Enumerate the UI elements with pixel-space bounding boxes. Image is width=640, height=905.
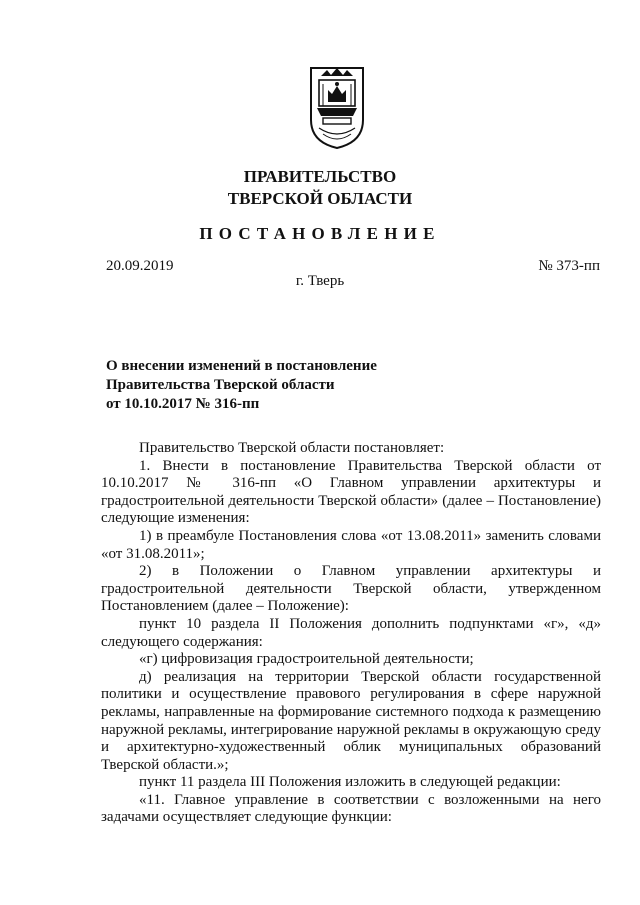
document-subject xyxy=(106,357,406,414)
document-city: г. Тверь xyxy=(295,273,345,289)
body-paragraph: 1. Внести в постановление Правительства Тверской области от 10.10.2017 № 316-пп «О Главном управлении архитектуры и градостроительной деятельности Тверской области» (далее – Постановление) следующие изменения: xyxy=(101,457,601,527)
government-title xyxy=(0,166,640,210)
document-body xyxy=(101,440,601,827)
body-paragraph: пункт 11 раздела III Положения изложить в следующей редакции: xyxy=(139,774,561,791)
body-paragraph: пункт 10 раздела II Положения дополнить подпунктами «г», «д» следующего содержания: xyxy=(101,615,601,650)
body-paragraph: «г) цифровизация градостроительной деятельности; xyxy=(139,651,474,668)
body-paragraph: 2) в Положении о Главном управлении архитектуры и градостроительной деятельности Тверской области, утвержденном Постановлением (далее – Положение): xyxy=(101,563,601,615)
coat-of-arms-emblem-icon xyxy=(307,62,367,150)
document-type-heading: ПОСТАНОВЛЕНИЕ xyxy=(199,224,441,243)
subject-line: Правительства Тверской области xyxy=(106,377,335,393)
document-number: № 373-пп xyxy=(538,258,600,274)
body-paragraph: 1) в преамбуле Постановления слова «от 13.08.2011» заменить словами «от 31.08.2011»; xyxy=(101,527,601,562)
subject-line: О внесении изменений в постановление xyxy=(106,358,377,374)
document-date: 20.09.2019 xyxy=(106,258,174,274)
body-paragraph: Правительство Тверской области постановляет: xyxy=(139,440,445,456)
subject-line: от 10.10.2017 № 316-пп xyxy=(106,396,260,412)
government-title-line2: ТВЕРСКОЙ ОБЛАСТИ xyxy=(227,189,413,208)
government-title-line1: ПРАВИТЕЛЬСТВО xyxy=(243,167,397,186)
body-paragraph: д) реализация на территории Тверской области государственной политики и осуществление правового регулирования в сфере наружной рекламы, направленные на формирование системного подхода к размещению наружной рекламы, интегрирование наружной рекламы в окружающую среду и архитектурно-художественный облик муниципальных образований Тверской области.»; xyxy=(101,668,601,773)
body-paragraph: «11. Главное управление в соответствии с возложенными на него задачами осуществляет следующие функции: xyxy=(101,791,601,826)
